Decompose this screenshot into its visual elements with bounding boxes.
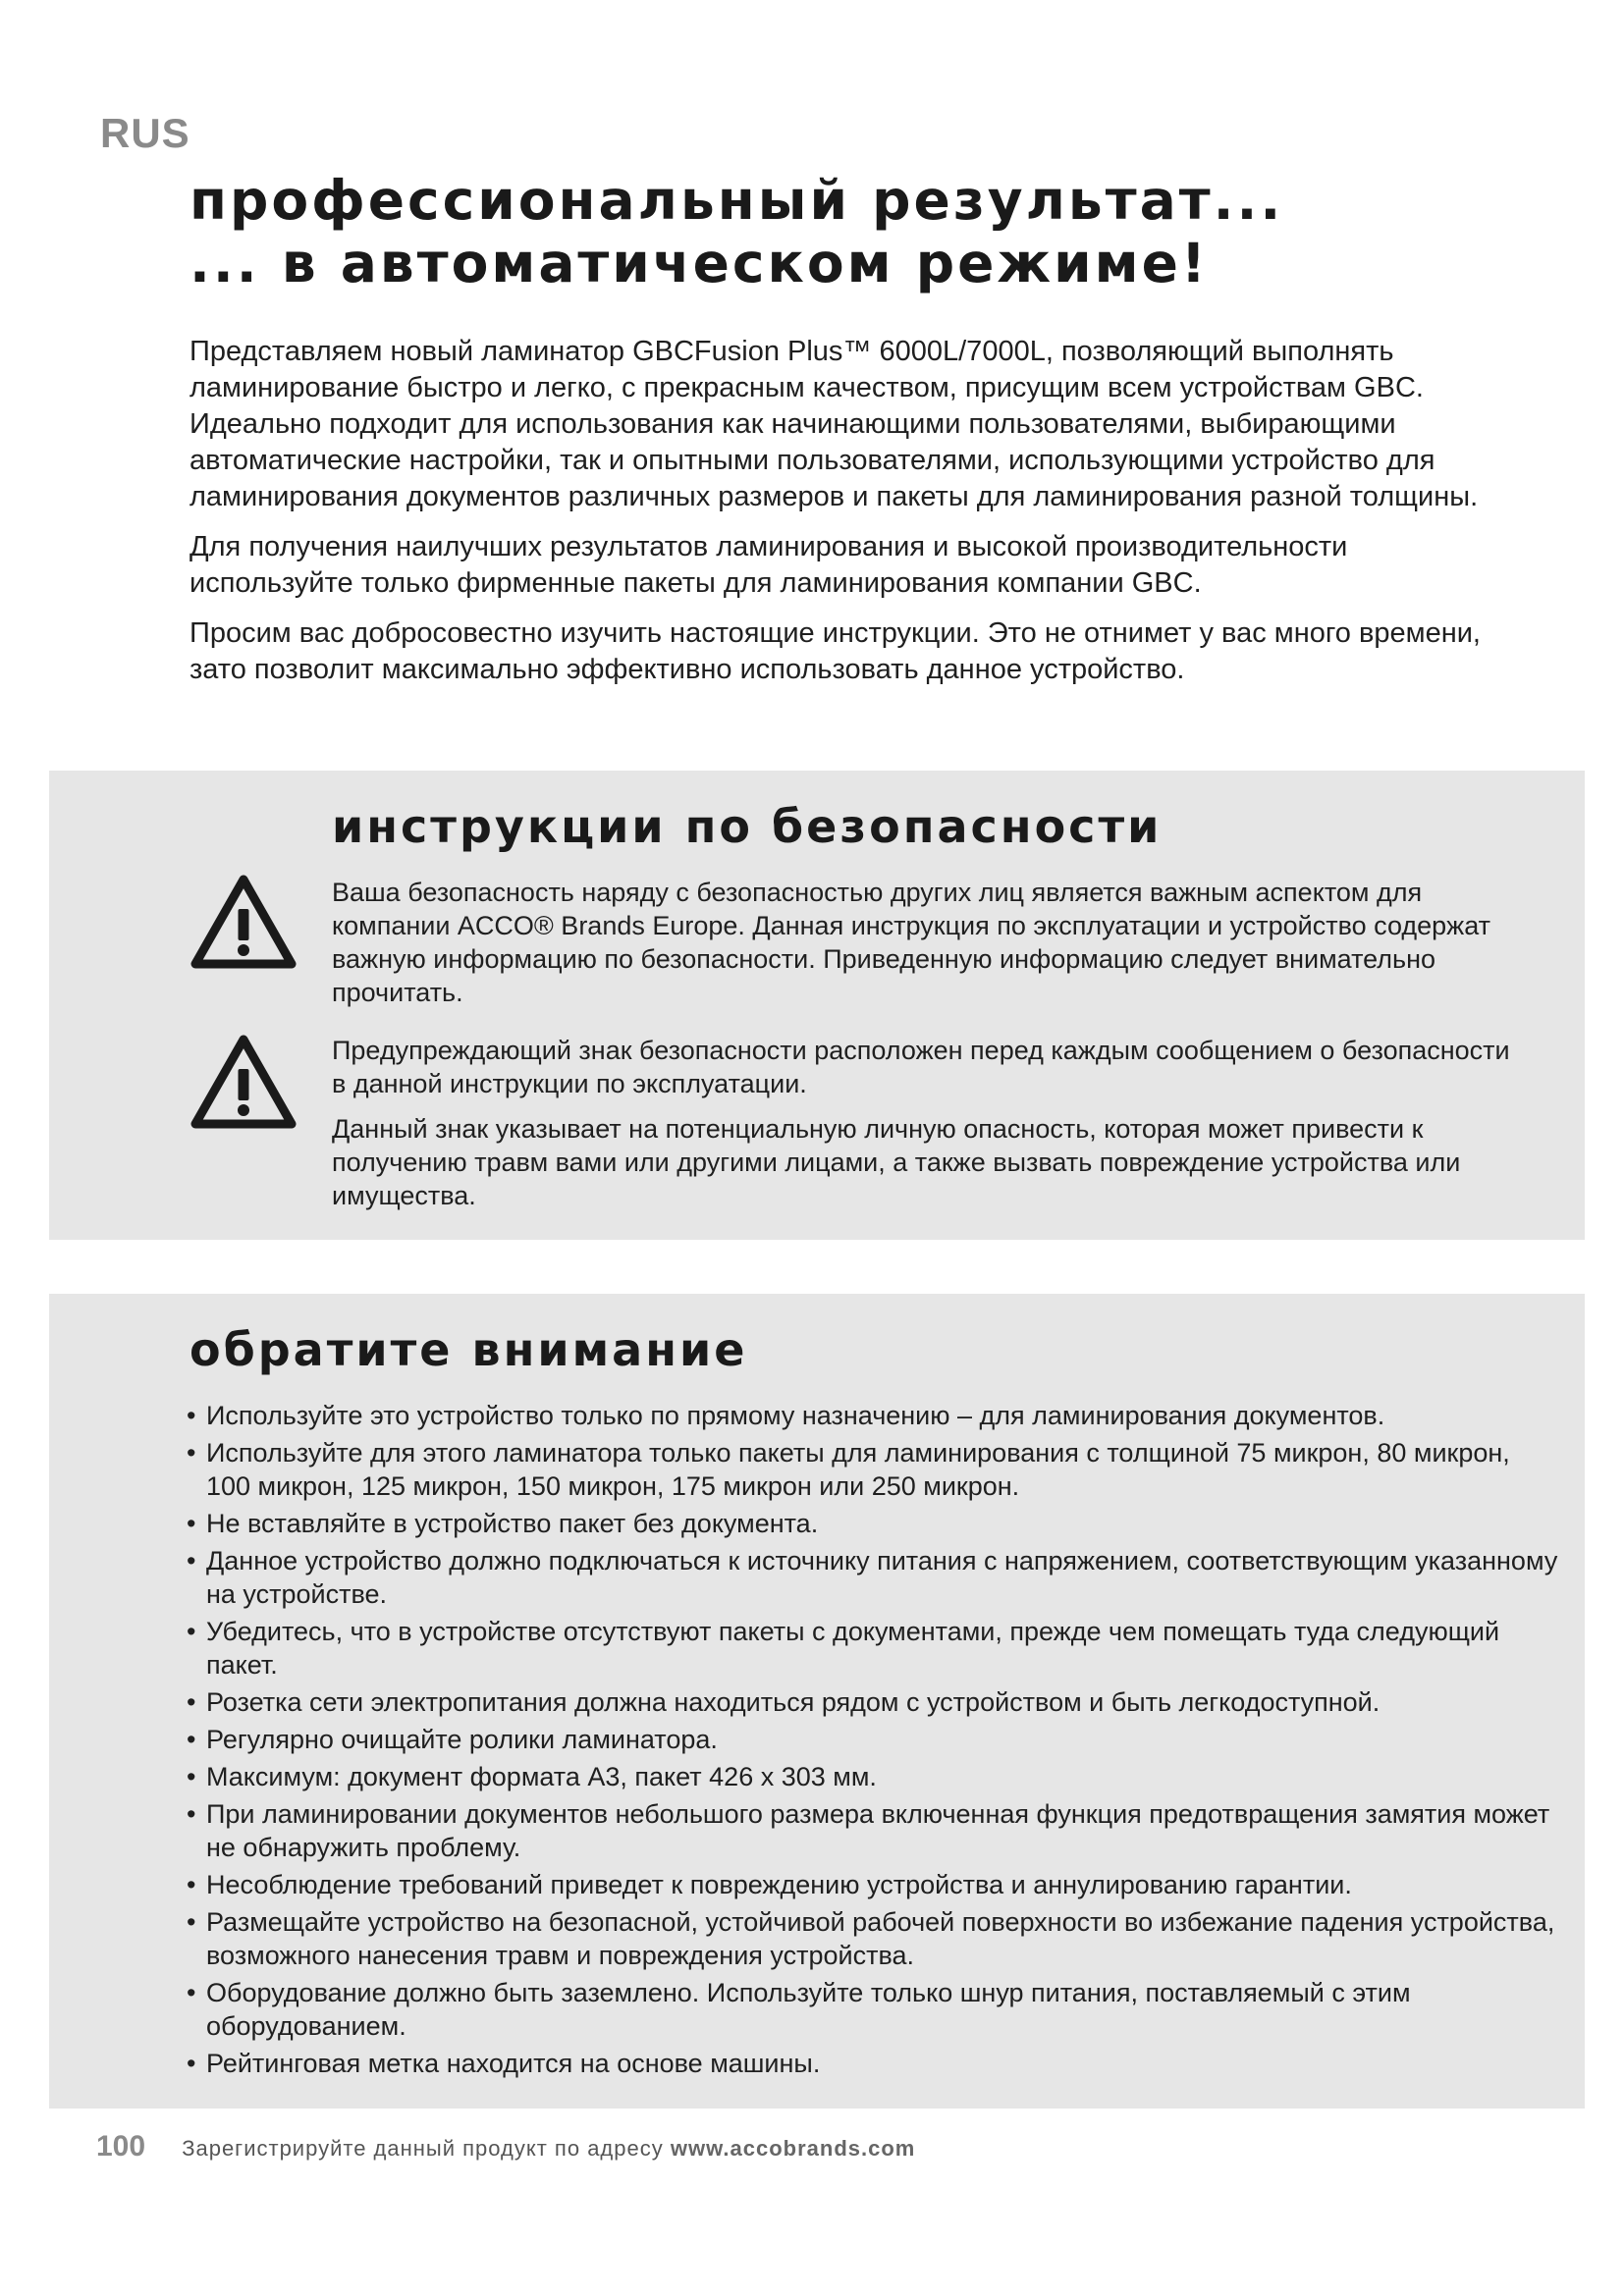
language-label: RUS: [100, 110, 190, 156]
title-line-1: профессиональный результат...: [189, 169, 1284, 232]
list-item: • Оборудование должно быть заземлено. Используйте только шнур питания, поставляемый с этим оборудованием.: [187, 1976, 1561, 2043]
warning-triangle-icon: [189, 874, 298, 972]
list-item: • Данное устройство должно подключаться к источнику питания с напряжением, соответствующим указанному на устройстве.: [187, 1544, 1561, 1611]
list-item: • Не вставляйте в устройство пакет без документа.: [187, 1507, 1561, 1540]
safety-paragraph-1: Ваша безопасность наряду с безопасностью других лиц является важным аспектом для компании ACCO® Brands Europe. Данная инструкция по эксплуатации и устройство содержат важную информацию по безопасности. Приведенную информацию следует внимательно прочитать.: [332, 878, 1491, 1007]
intro-paragraph-2: Для получения наилучших результатов ламинирования и высокой производительности используйте только фирменные пакеты для ламинирования компании GBC.: [189, 531, 1348, 599]
list-item: • Используйте для этого ламинатора только пакеты для ламинирования с толщиной 75 микрон, 80 микрон, 100 микрон, 125 микрон, 150 микрон, 175 микрон или 250 микрон.: [187, 1436, 1561, 1503]
safety-paragraph-2b: Данный знак указывает на потенциальную личную опасность, которая может привести к получению травм вами или другими лицами, а также вызвать повреждение устройства или имущества.: [332, 1114, 1461, 1210]
list-item: • Несоблюдение требований приведет к повреждению устройства и аннулированию гарантии.: [187, 1868, 1561, 1901]
page-number: 100: [96, 2130, 146, 2163]
footer-text: Зарегистрируйте данный продукт по адресу: [182, 2136, 664, 2161]
list-item: • Размещайте устройство на безопасной, устойчивой рабочей поверхности во избежание падения устройства, возможного нанесения травм и повреждения устройства.: [187, 1905, 1561, 1972]
intro-paragraph-3: Просим вас добросовестно изучить настоящие инструкции. Это не отнимет у вас много времени, зато позволит максимально эффективно использовать данное устройство.: [189, 617, 1481, 685]
safety-paragraph-2a: Предупреждающий знак безопасности расположен перед каждым сообщением о безопасности в данной инструкции по эксплуатации.: [332, 1036, 1510, 1098]
safety-panel: [49, 771, 1585, 1240]
page-title: [189, 169, 1283, 294]
list-item: • Рейтинговая метка находится на основе машины.: [187, 2047, 1561, 2080]
notice-heading: обратите внимание: [189, 1323, 748, 1376]
notice-panel: [49, 1294, 1585, 2109]
list-item: • При ламинировании документов небольшого размера включенная функция предотвращения замятия может не обнаружить проблему.: [187, 1797, 1561, 1864]
page-footer: [96, 2130, 915, 2163]
list-item: • Максимум: документ формата А3, пакет 426 х 303 мм.: [187, 1760, 1561, 1793]
safety-text-block-2: [332, 1034, 1510, 1224]
safety-text-block-1: [332, 876, 1510, 1021]
list-item: • Убедитесь, что в устройстве отсутствуют пакеты с документами, прежде чем помещать туда следующий пакет.: [187, 1615, 1561, 1682]
title-line-2: ... в автоматическом режиме!: [189, 232, 1210, 294]
list-item: • Розетка сети электропитания должна находиться рядом с устройством и быть легкодоступной.: [187, 1685, 1561, 1719]
intro-section: [189, 334, 1505, 702]
list-item: • Регулярно очищайте ролики ламинатора.: [187, 1723, 1561, 1756]
intro-paragraph-1: Представляем новый ламинатор GBCFusion Plus™ 6000L/7000L, позволяющий выполнять ламинирование быстро и легко, с прекрасным качеством, присущим всем устройствам GBC. Идеально подходит для использования как начинающими пользователями, выбирающими автоматические настройки, так и опытными пользователями, использующими устройство для ламинирования документов различных размеров и пакеты для ламинирования разной толщины.: [189, 336, 1479, 512]
warning-triangle-icon: [189, 1034, 298, 1132]
list-item: • Используйте это устройство только по прямому назначению – для ламинирования документов.: [187, 1399, 1561, 1432]
notice-list: [187, 1399, 1561, 2084]
safety-heading: инструкции по безопасности: [332, 800, 1163, 853]
footer-url-link[interactable]: www.accobrands.com: [670, 2136, 916, 2161]
